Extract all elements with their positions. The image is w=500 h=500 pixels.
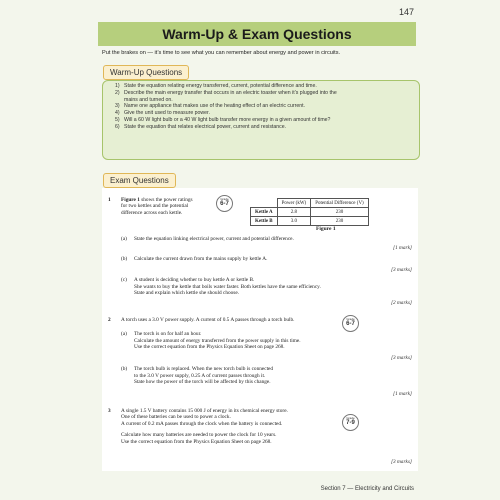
item-number: 5) bbox=[115, 116, 120, 123]
table-cell: 230 bbox=[311, 217, 369, 226]
part-text: Calculate the current drawn from the mains supply by kettle A. bbox=[134, 256, 268, 262]
page-number: 147 bbox=[398, 7, 414, 17]
part-label: (b) bbox=[121, 256, 128, 262]
mark-allocation: [3 marks] bbox=[390, 355, 412, 361]
intro-text: Put the brakes on — it’s time to see what you can remember about energy and power in circuits. bbox=[102, 50, 341, 56]
column-header: Potential Difference (V) bbox=[311, 199, 369, 208]
table-header-row bbox=[251, 199, 369, 208]
grade-label: Grade bbox=[346, 416, 355, 420]
item-text: Will a 60 W light bulb or a 40 W light bulb transfer more energy in a given amount of time? bbox=[124, 116, 331, 123]
item-text: State the equation that relates electrical power, current and resistance. bbox=[124, 123, 287, 130]
question-number: 3 bbox=[108, 408, 111, 414]
warmup-list bbox=[115, 83, 337, 131]
table-cell: 3.0 bbox=[277, 217, 311, 226]
figure-caption: Figure 1 bbox=[316, 226, 336, 232]
question-text: shows the power ratings bbox=[141, 197, 193, 203]
table-cell: 230 bbox=[311, 208, 369, 217]
mark-allocation: [1 mark] bbox=[393, 391, 412, 397]
warmup-item bbox=[115, 124, 337, 131]
grade-badge bbox=[342, 315, 359, 332]
part-text: A student is deciding whether to buy kettle A or kettle B. bbox=[134, 277, 255, 283]
question-text: A current of 0.2 mA passes through the clock when the battery is connected. bbox=[121, 420, 283, 427]
page-title: Warm-Up & Exam Questions bbox=[98, 22, 416, 46]
kettle-table bbox=[250, 198, 369, 226]
row-label: Kettle A bbox=[251, 208, 278, 217]
warmup-item bbox=[115, 103, 337, 110]
grade-badge bbox=[216, 195, 233, 212]
question-text: difference across each kettle. bbox=[121, 209, 183, 216]
row-label: Kettle B bbox=[251, 217, 278, 226]
part-text: Use the correct equation from the Physics Equation Sheet on page 268. bbox=[134, 344, 285, 351]
figure-reference: Figure 1 bbox=[121, 197, 140, 203]
question-number: 2 bbox=[108, 317, 111, 323]
item-number: 4) bbox=[115, 110, 120, 117]
table-row bbox=[251, 208, 369, 217]
warmup-item bbox=[115, 117, 337, 124]
part-text: The torch bulb is replaced. When the new torch bulb is connected bbox=[134, 366, 274, 372]
warmup-item bbox=[115, 97, 337, 104]
question-text: A torch uses a 3.0 V power supply. A current of 0.5 A passes through a torch bulb. bbox=[121, 317, 295, 323]
item-text: Give the unit used to measure power. bbox=[124, 110, 210, 117]
part-text: State how the power of the torch will be affected by this change. bbox=[134, 379, 271, 386]
part-text: Calculate the amount of energy transferred from the power supply in this time. bbox=[134, 337, 301, 344]
part-text: to the 3.0 V power supply, 0.25 A of current passes through it. bbox=[134, 372, 266, 379]
grade-badge bbox=[342, 414, 359, 431]
grade-label: Grade bbox=[346, 317, 355, 321]
grade-range: 6-7 bbox=[220, 201, 229, 207]
question-text: Calculate how many batteries are needed to power the clock for 10 years. bbox=[121, 432, 277, 439]
question-text: for two kettles and the potential bbox=[121, 203, 189, 210]
question-number: 1 bbox=[108, 197, 111, 203]
mark-allocation: [3 marks] bbox=[390, 267, 412, 273]
warmup-item bbox=[115, 90, 337, 97]
grade-label: Grade bbox=[220, 197, 229, 201]
grade-range: 6-7 bbox=[346, 321, 355, 327]
item-text: Describe the main energy transfer that occurs in an electric toaster when it’s plugged into the bbox=[124, 89, 337, 96]
table-row bbox=[251, 217, 369, 226]
mark-allocation: [3 marks] bbox=[390, 459, 412, 465]
part-text: State and explain which kettle she should choose. bbox=[134, 290, 240, 297]
warmup-item bbox=[115, 110, 337, 117]
column-header: Power (kW) bbox=[277, 199, 311, 208]
item-number: 6) bbox=[115, 123, 120, 130]
exam-heading: Exam Questions bbox=[103, 173, 176, 188]
part-label: (c) bbox=[121, 277, 127, 283]
warmup-heading: Warm-Up Questions bbox=[103, 65, 189, 80]
grade-range: 7-9 bbox=[346, 420, 355, 426]
table-corner bbox=[251, 199, 278, 208]
part-label: (a) bbox=[121, 331, 127, 337]
item-number: 3) bbox=[115, 103, 120, 110]
question-text: One of these batteries can be used to power a clock. bbox=[121, 414, 231, 421]
mark-allocation: [1 mark] bbox=[393, 245, 412, 251]
item-text: mains and turned on. bbox=[124, 96, 173, 103]
part-text: The torch is on for half an hour. bbox=[134, 331, 202, 337]
question-text: Use the correct equation from the Physics Equation Sheet on page 268. bbox=[121, 438, 272, 445]
warmup-box bbox=[102, 80, 420, 160]
item-number: 2) bbox=[115, 89, 120, 96]
footer-section-label: Section 7 — Electricity and Circuits bbox=[320, 486, 414, 492]
item-text: Name one appliance that makes use of the heating effect of an electric current. bbox=[124, 103, 305, 110]
part-text: State the equation linking electrical power, current and potential difference. bbox=[134, 236, 294, 242]
item-number bbox=[115, 97, 124, 104]
part-label: (a) bbox=[121, 236, 127, 242]
exam-panel bbox=[102, 188, 418, 471]
mark-allocation: [2 marks] bbox=[390, 300, 412, 306]
item-text: State the equation relating energy transferred, current, potential difference and time. bbox=[124, 83, 317, 89]
table-cell: 2.8 bbox=[277, 208, 311, 217]
item-number: 1) bbox=[115, 83, 120, 89]
question-text: A single 1.5 V battery contains 15 000 J of energy in its chemical energy store. bbox=[121, 408, 288, 414]
part-label: (b) bbox=[121, 366, 128, 372]
warmup-item bbox=[115, 83, 337, 90]
part-text: She wants to buy the kettle that boils water faster. Both kettles have the same efficiency. bbox=[134, 283, 321, 290]
